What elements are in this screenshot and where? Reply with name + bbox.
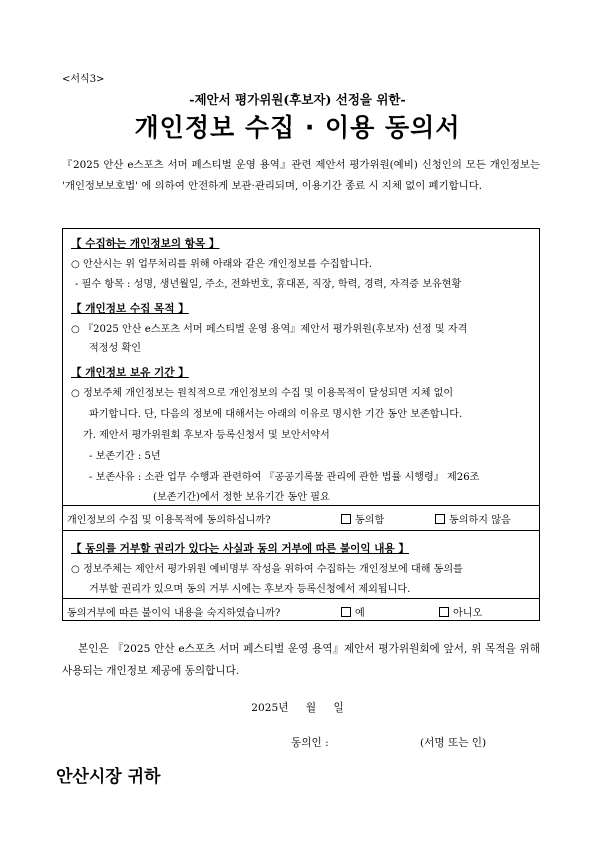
- checkbox-icon[interactable]: [341, 607, 351, 617]
- form-number: <서식3>: [62, 74, 105, 85]
- section-refusal-line: 거부할 권리가 있으며 동의 거부 시에는 후보자 등록신청에서 제외됩니다.: [89, 584, 411, 595]
- section-retention-line: 파기합니다. 단, 다음의 정보에 대해서는 아래의 이유로 명시한 기간 동안 보존합니다.: [89, 409, 463, 420]
- section-retention-line: - 보존사유 : 소관 업무 수행과 관련하여 『공공기록물 관리에 관한 법률 시행령』 제26조: [89, 472, 480, 483]
- checkbox-icon[interactable]: [435, 514, 445, 524]
- addressee: 안산시장 귀하: [56, 767, 161, 787]
- section-purpose-line: ○ 『2025 안산 e스포츠 서머 페스티벌 운영 용역』제안서 평가위원(후보자) 선정 및 자격: [71, 324, 468, 335]
- checkbox-icon[interactable]: [439, 607, 449, 617]
- section-collected-items-line: ○ 안산시는 위 업무처리를 위해 아래와 같은 개인정보를 수집합니다.: [71, 259, 372, 270]
- signer-label: 동의인 :: [291, 737, 329, 749]
- section-collected-items-heading: 【 수집하는 개인정보의 항목 】: [71, 238, 220, 250]
- section-refusal-line: ○ 정보주체는 제안서 평가위원 예비명부 작성을 위하여 수집하는 개인정보에 대해 동의를: [71, 564, 463, 575]
- question-acknowledge-text: 동의거부에 따른 불이익 내용을 숙지하였습니까?: [67, 608, 281, 619]
- document-title: 개인정보 수집 · 이용 동의서: [134, 113, 461, 142]
- acknowledge-no-option[interactable]: 아니오: [439, 604, 482, 619]
- divider: [63, 598, 539, 599]
- divider: [63, 505, 539, 506]
- section-retention-line: ○ 정보주체 개인정보는 원칙적으로 개인정보의 수집 및 이용목적이 달성되면 지체 없이: [71, 388, 454, 399]
- signature-field[interactable]: (서명 또는 인): [420, 737, 487, 749]
- acknowledge-yes-option[interactable]: 예: [341, 604, 365, 619]
- section-purpose-heading: 【 개인정보 수집 목적 】: [71, 303, 189, 315]
- section-purpose-line: 적정성 확인: [89, 343, 141, 354]
- question-consent-text: 개인정보의 수집 및 이용목적에 동의하십니까?: [67, 515, 271, 526]
- consent-disagree-option[interactable]: 동의하지 않음: [435, 511, 511, 526]
- checkbox-icon[interactable]: [341, 514, 351, 524]
- consent-agree-option[interactable]: 동의함: [341, 511, 384, 526]
- consent-box: [62, 228, 540, 621]
- intro-paragraph: 『2025 안산 e스포츠 서머 페스티벌 운영 용역』관련 제안서 평가위원(예비) 신청인의 모든 개인정보는 '개인정보보호법' 에 의하여 안전하게 보관·관리되며, 이용기간 종료 시 지체 없이 폐기합니다.: [62, 159, 540, 192]
- section-collected-items-line: - 필수 항목 : 성명, 생년월일, 주소, 전화번호, 휴대폰, 직장, 학력, 경력, 자격증 보유현황: [75, 279, 462, 290]
- consent-statement: 본인은 『2025 안산 e스포츠 서머 페스티벌 운영 용역』제안서 평가위원회에 앞서, 위 목적을 위해 사용되는 개인정보 제공에 동의합니다.: [62, 643, 540, 677]
- section-refusal-heading: 【 동의를 거부할 권리가 있다는 사실과 동의 거부에 따른 불이익 내용 】: [71, 543, 410, 555]
- section-retention-heading: 【 개인정보 보유 기간 】: [71, 367, 189, 379]
- divider: [63, 530, 539, 531]
- date-line[interactable]: 2025년 월 일: [251, 702, 344, 714]
- section-retention-line: (보존기간)에서 정한 보유기간 동안 필요: [153, 492, 330, 503]
- document-subtitle: -제안서 평가위원(후보자) 선정을 위한-: [189, 92, 406, 107]
- section-retention-line: 가. 제안서 평가위원회 후보자 등록신청서 및 보안서약서: [83, 430, 330, 441]
- section-retention-line: - 보존기간 : 5년: [89, 451, 161, 462]
